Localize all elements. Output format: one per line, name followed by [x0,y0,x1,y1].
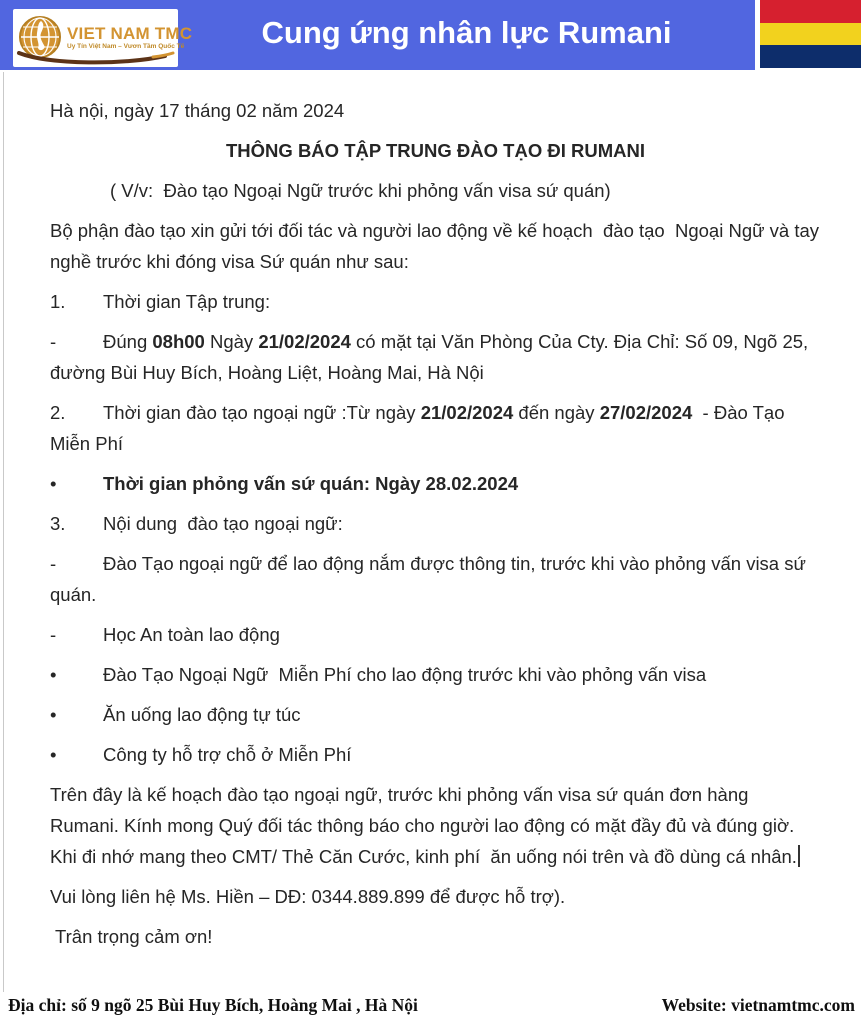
list-marker: 3. [50,513,66,534]
text-segment: Đào Tạo ngoại ngữ để lao động nắm được thông tin, trước khi vào phỏng vấn visa sứ quán. [50,553,812,605]
flag-stripe-navy [760,45,861,68]
list-marker: • [50,473,57,494]
banner-blue-band [0,0,755,70]
text-segment: Thời gian phỏng vấn sứ quán: Ngày 28.02.2024 [103,473,519,494]
text-segment: Công ty hỗ trợ chỗ ở Miễn Phí [103,744,352,765]
logo-brand-text: VIET NAM TMC [67,23,193,43]
list-item-text [50,402,790,454]
list-item-2[interactable] [50,326,821,388]
logo-tagline: Uy Tín Việt Nam – Vươn Tầm Quốc Tế [67,42,185,50]
list-item-text [103,473,518,494]
contact-line[interactable]: Vui lòng liên hệ Ms. Hiền – DĐ: 0344.889.899 để được hỗ trợ). [50,886,566,907]
flag-stripe-yellow [760,23,861,46]
text-segment: Thời gian đào tạo ngoại ngữ :Từ ngày [103,402,421,423]
list-marker: - [50,331,57,352]
page-footer [0,992,861,1024]
list-item-6[interactable] [50,548,821,610]
document-body[interactable] [0,70,861,952]
text-segment: 21/02/2024 [420,402,514,423]
company-logo [13,9,193,67]
romania-flag [760,0,861,68]
list-item-text [103,704,301,725]
text-segment: - Đào Tạo Miễn Phí [50,402,790,454]
text-segment: Thời gian Tập trung: [103,291,271,312]
flag-stripe-red [760,0,861,23]
text-segment: Đào Tạo Ngoại Ngữ Miễn Phí cho lao động trước khi vào phỏng vấn visa [103,664,707,685]
text-segment: Học An toàn lao động [103,624,280,645]
list-marker: • [50,704,57,725]
list-item-8[interactable] [50,659,821,690]
text-segment: 27/02/2024 [599,402,693,423]
list-marker: - [50,553,57,574]
list-item-3[interactable] [50,397,821,459]
logo-swoosh-icon [15,51,175,65]
date-line[interactable]: Hà nội, ngày 17 tháng 02 năm 2024 [50,100,345,121]
text-segment: có mặt tại Văn Phòng Của Cty. Địa Chỉ: Số 09, Ngõ 25, đường Bùi Huy Bích, Hoàng Liệt, Hoàng Mai, Hà Nội [50,331,814,383]
list-item-1[interactable] [50,286,821,317]
list-item-4[interactable] [50,468,821,499]
notice-subtitle[interactable]: ( V/v: Đào tạo Ngoại Ngữ trước khi phỏng vấn visa sứ quán) [110,180,611,201]
text-segment: Đúng [103,331,153,352]
text-segment: Ngày [204,331,259,352]
list-marker: • [50,664,57,685]
list-item-5[interactable] [50,508,821,539]
list-item-text [103,624,280,645]
list-item-text [103,664,706,685]
list-item-text [50,553,811,605]
list-item-text [50,331,813,383]
list-marker: 2. [50,402,66,423]
text-segment: 08h00 [152,331,205,352]
footer-address: Địa chỉ: số 9 ngõ 25 Bùi Huy Bích, Hoàng Mai , Hà Nội [8,994,418,1015]
header-banner [0,0,861,70]
text-segment: Ăn uống lao động tự túc [103,704,301,725]
text-segment: 21/02/2024 [258,331,351,352]
list-marker: 1. [50,291,66,312]
thanks-line[interactable]: Trân trọng cảm ơn! [55,926,213,947]
footer-website: Website: vietnamtmc.com [661,994,855,1015]
banner-title: Cung ứng nhân lực Rumani [261,15,672,50]
list-item-text [103,744,351,765]
intro-paragraph[interactable]: Bộ phận đào tạo xin gửi tới đối tác và người lao động về kế hoạch đào tạo Ngoại Ngữ và tay nghề trước khi đóng visa Sứ quán như sau: [50,220,825,272]
closing-text: Trên đây là kế hoạch đào tạo ngoại ngữ, trước khi phỏng vấn visa sứ quán đơn hàng Rumani. Kính mong Quý đối tác thông báo cho người lao động có mặt đầy đủ và đúng giờ. Khi đi nhớ mang theo CMT/ Thẻ Căn Cước, kinh phí ăn uống nói trên và đồ dùng cá nhân. [50,784,800,867]
logo-text-block [67,25,192,51]
list-item-10[interactable] [50,739,821,770]
list-marker: - [50,624,57,645]
closing-paragraph[interactable] [50,779,821,872]
notice-title[interactable]: THÔNG BÁO TẬP TRUNG ĐÀO TẠO ĐI RUMANI [226,140,645,161]
list-marker: • [50,744,57,765]
list-item-9[interactable] [50,699,821,730]
list-item-text [103,291,270,312]
list-item-7[interactable] [50,619,821,650]
text-segment: đến ngày [513,402,600,423]
text-segment: Nội dung đào tạo ngoại ngữ: [103,513,343,534]
list-item-text [103,513,343,534]
text-cursor [798,845,800,867]
